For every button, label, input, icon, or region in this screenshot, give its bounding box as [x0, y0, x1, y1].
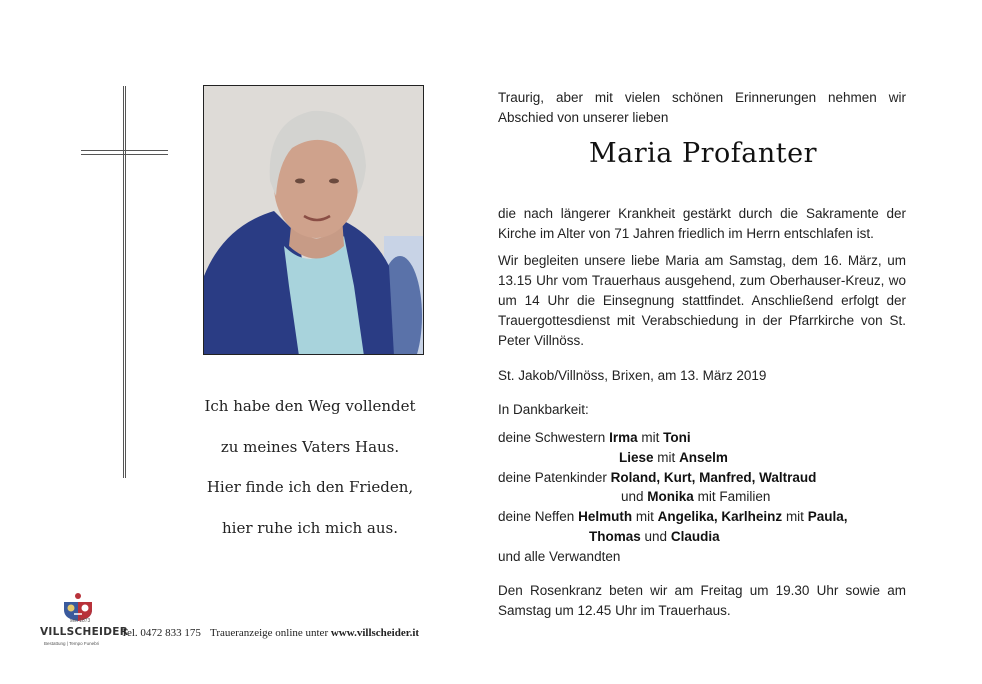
family-name: Paula, — [807, 509, 848, 525]
death-text: die nach längerer Krankheit gestärkt durch die Sakramente der Kirche im Alter von 71 Jahren friedlich im Herrn entschlafen ist. — [498, 206, 906, 241]
logo-since-text: seit 1873 — [70, 618, 91, 624]
family-name: Liese — [619, 449, 654, 465]
list-item — [498, 507, 918, 527]
poem-line: Ich habe den Weg vollendet — [204, 397, 416, 415]
family-label: deine Neffen — [498, 509, 575, 525]
list-item — [498, 448, 918, 468]
family-conjunction: und — [644, 528, 668, 544]
online-notice — [210, 627, 419, 639]
cross-icon-horizontal — [81, 150, 168, 155]
brand-name: VILLSCHEIDER — [40, 626, 129, 638]
family-conjunction: mit — [657, 449, 676, 465]
family-conjunction: mit — [635, 509, 654, 525]
gratitude-heading: In Dankbarkeit: — [498, 402, 589, 417]
online-prefix: Traueranzeige online unter — [210, 627, 329, 639]
list-item — [498, 468, 918, 488]
portrait-photo — [203, 85, 424, 355]
family-list — [498, 428, 918, 567]
family-name: Claudia — [670, 528, 720, 544]
portrait-illustration — [204, 86, 424, 355]
family-conjunction: mit Familien — [697, 489, 771, 505]
poem-line: zu meines Vaters Haus. — [220, 437, 400, 456]
poem-line: hier ruhe ich mich aus. — [222, 518, 398, 537]
family-label: und alle Verwandten — [498, 548, 621, 564]
place-date: St. Jakob/Villnöss, Brixen, am 13. März 2019 — [498, 368, 767, 383]
brand-tagline: Bestattung | Tempo Funebri — [44, 641, 100, 646]
poem — [150, 392, 470, 554]
list-item — [498, 487, 918, 507]
phone-number: Tel. 0472 833 175 — [121, 627, 201, 639]
family-name: Irma — [609, 430, 638, 445]
list-item — [498, 547, 918, 567]
family-label: deine Patenkinder — [498, 469, 607, 485]
family-name: Anselm — [679, 449, 728, 465]
family-label: deine Schwestern — [498, 430, 606, 445]
family-name: Toni — [663, 430, 691, 445]
family-name: Thomas — [589, 528, 641, 544]
poem-line: Hier finde ich den Frieden, — [206, 478, 414, 496]
family-name: Roland, Kurt, Manfred, Waltraud — [610, 469, 817, 485]
cross-icon-vertical — [123, 86, 126, 478]
family-name: Angelika, Karlheinz — [657, 509, 783, 525]
family-name: Monika — [647, 489, 694, 505]
intro-text: Traurig, aber mit vielen schönen Erinnerungen nehmen wir Abschied von unserer lieben — [498, 90, 906, 125]
rosary-text: Den Rosenkranz beten wir am Freitag um 19.30 Uhr sowie am Samstag um 12.45 Uhr im Trauerhaus. — [498, 583, 906, 618]
list-item — [498, 527, 918, 547]
deceased-name: Maria Profanter — [588, 138, 817, 169]
website-link[interactable]: www.villscheider.it — [330, 627, 420, 639]
family-conjunction: mit — [785, 509, 804, 525]
family-conjunction: mit — [641, 430, 660, 445]
family-conjunction: und — [621, 489, 644, 505]
family-name: Helmuth — [578, 509, 633, 525]
list-item — [498, 428, 918, 448]
funeral-text: Wir begleiten unsere liebe Maria am Samstag, dem 16. März, um 13.15 Uhr vom Trauerhaus ausgehend, zum Oberhauser-Kreuz, wo um 14 Uhr die Einsegnung stattfindet. Anschließend erfolgt der Trauergottesdienst mit Verabschiedung in der Pfarrkirche von St. Peter Villnöss. — [498, 253, 906, 348]
